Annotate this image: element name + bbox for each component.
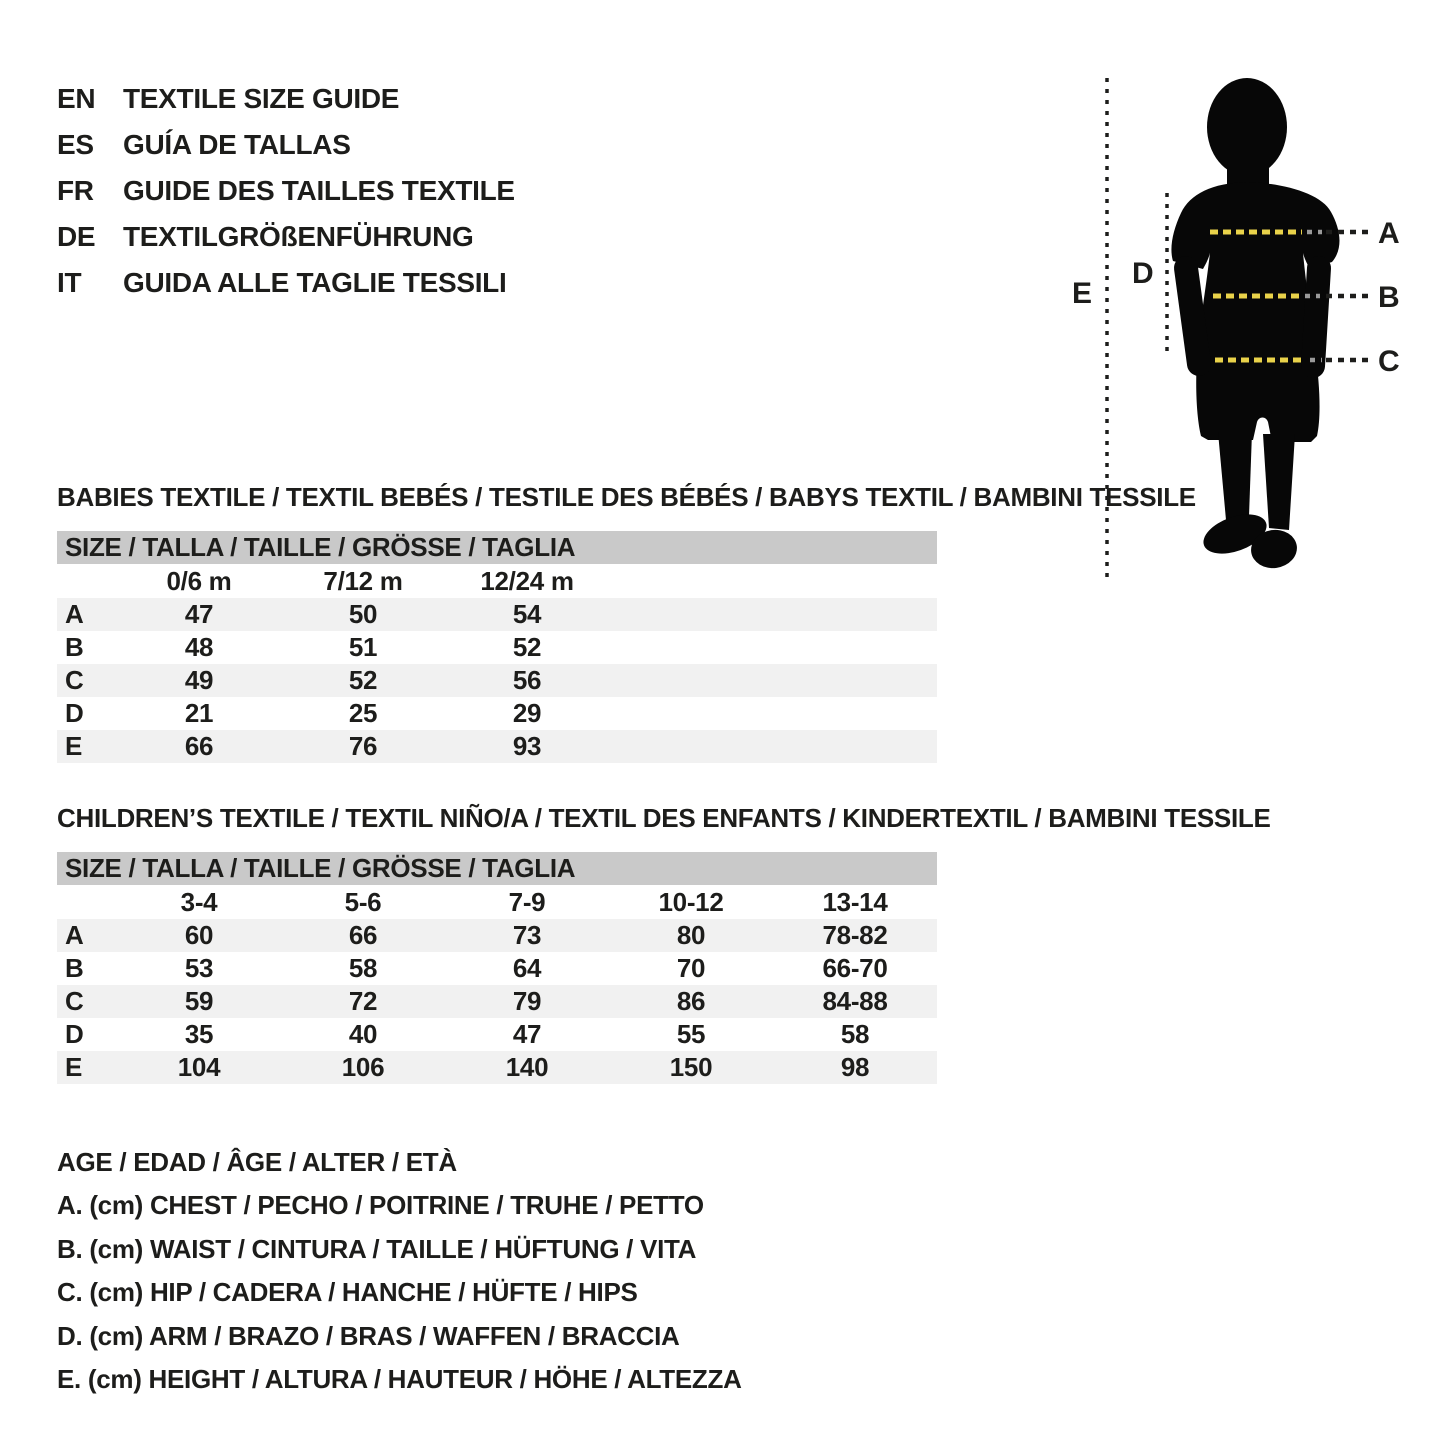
row-label: D <box>65 698 84 728</box>
cell: 51 <box>348 632 378 662</box>
cell: 21 <box>184 698 214 728</box>
label-a: A <box>1378 217 1400 250</box>
cell: 106 <box>341 1052 385 1082</box>
table-row <box>57 985 937 1018</box>
cell: 93 <box>512 731 542 761</box>
silhouette-left-arm <box>1186 268 1199 364</box>
row-label: A <box>65 920 84 950</box>
cell: 49 <box>184 665 214 695</box>
lang-title: GUIDA ALLE TAGLIE TESSILI <box>123 267 507 298</box>
table-row <box>57 598 937 631</box>
cell: 25 <box>348 698 378 728</box>
row-label: E <box>65 1052 83 1082</box>
table-row <box>57 952 937 985</box>
language-row <box>57 122 515 168</box>
cell: 58 <box>840 1019 870 1049</box>
row-label: B <box>65 953 84 983</box>
legend-item-d: D. (cm) ARM / BRAZO / BRAS / WAFFEN / BRACCIA <box>57 1320 680 1351</box>
cell: 48 <box>184 632 214 662</box>
table-row <box>57 1051 937 1084</box>
lang-title: GUIDE DES TAILLES TEXTILE <box>123 175 515 206</box>
cell: 150 <box>669 1052 713 1082</box>
babies-col-header: 12/24 m <box>480 565 574 596</box>
measurement-figure <box>1060 70 1440 590</box>
children-col-header: 10-12 <box>658 886 724 917</box>
cell: 54 <box>512 599 542 629</box>
row-label: E <box>65 731 83 761</box>
babies-column-header-row <box>57 564 937 598</box>
label-c: C <box>1378 345 1400 378</box>
children-table <box>57 852 937 1084</box>
babies-col-header: 0/6 m <box>166 565 232 596</box>
lang-code: EN <box>57 83 96 114</box>
children-col-header: 3-4 <box>180 886 218 917</box>
cell: 53 <box>184 953 214 983</box>
table-row <box>57 664 937 697</box>
legend-item-a: A. (cm) CHEST / PECHO / POITRINE / TRUHE / PETTO <box>57 1190 704 1221</box>
lang-code: ES <box>57 129 94 160</box>
cell: 47 <box>512 1019 542 1049</box>
lang-code: IT <box>57 267 82 298</box>
measurement-legend <box>57 1141 742 1401</box>
cell: 66 <box>348 920 378 950</box>
cell: 76 <box>348 731 378 761</box>
cell: 58 <box>348 953 378 983</box>
cell: 35 <box>184 1019 214 1049</box>
row-label: A <box>65 599 84 629</box>
babies-size-header-bar: SIZE / TALLA / TAILLE / GRÖSSE / TAGLIA <box>57 531 937 564</box>
cell: 56 <box>512 665 542 695</box>
row-label: C <box>65 986 84 1016</box>
babies-table <box>57 531 937 763</box>
cell: 47 <box>184 599 214 629</box>
children-col-header: 7-9 <box>508 886 546 917</box>
cell: 64 <box>512 953 542 983</box>
babies-section-title: BABIES TEXTILE / TEXTIL BEBÉS / TESTILE DES BÉBÉS / BABYS TEXTIL / BAMBINI TESSILE <box>57 482 1196 512</box>
cell: 59 <box>184 986 214 1016</box>
legend-item-c: C. (cm) HIP / CADERA / HANCHE / HÜFTE / HIPS <box>57 1277 638 1308</box>
row-label: B <box>65 632 84 662</box>
table-row <box>57 1018 937 1051</box>
cell: 70 <box>676 953 706 983</box>
row-label: C <box>65 665 84 695</box>
language-row <box>57 214 515 260</box>
language-row <box>57 76 515 122</box>
cell: 73 <box>512 920 542 950</box>
children-column-header-row <box>57 885 937 919</box>
cell: 84-88 <box>822 986 888 1016</box>
label-d: D <box>1132 257 1154 290</box>
cell: 79 <box>512 986 542 1016</box>
lang-code: FR <box>57 175 94 206</box>
cell: 60 <box>184 920 214 950</box>
cell: 98 <box>840 1052 870 1082</box>
language-row <box>57 260 515 306</box>
children-col-header: 13-14 <box>822 886 888 917</box>
babies-col-header: 7/12 m <box>323 565 403 596</box>
cell: 78-82 <box>822 920 888 950</box>
legend-item-e: E. (cm) HEIGHT / ALTURA / HAUTEUR / HÖHE / ALTEZZA <box>57 1364 742 1395</box>
lang-title: TEXTILGRÖßENFÜHRUNG <box>123 221 474 252</box>
cell: 86 <box>676 986 706 1016</box>
label-b: B <box>1378 281 1400 314</box>
cell: 55 <box>676 1019 706 1049</box>
table-row <box>57 919 937 952</box>
children-col-header: 5-6 <box>344 886 382 917</box>
cell: 40 <box>348 1019 378 1049</box>
cell: 50 <box>348 599 378 629</box>
lang-title: TEXTILE SIZE GUIDE <box>123 83 400 114</box>
cell: 66-70 <box>822 953 888 983</box>
language-title-block <box>57 76 515 306</box>
cell: 72 <box>348 986 378 1016</box>
cell: 52 <box>348 665 378 695</box>
table-row <box>57 697 937 730</box>
child-figure-svg <box>1060 70 1440 590</box>
silhouette-left-leg <box>1218 432 1252 520</box>
cell: 66 <box>184 731 214 761</box>
table-row <box>57 730 937 763</box>
cell: 140 <box>505 1052 549 1082</box>
cell: 52 <box>512 632 542 662</box>
cell: 80 <box>676 920 706 950</box>
cell: 104 <box>177 1052 221 1082</box>
lang-code: DE <box>57 221 96 252</box>
lang-title: GUÍA DE TALLAS <box>123 129 351 160</box>
row-label: D <box>65 1019 84 1049</box>
legend-age: AGE / EDAD / ÂGE / ALTER / ETÀ <box>57 1147 457 1177</box>
child-silhouette <box>1171 78 1339 571</box>
children-size-header-bar: SIZE / TALLA / TAILLE / GRÖSSE / TAGLIA <box>57 852 937 885</box>
cell: 29 <box>512 698 542 728</box>
label-e: E <box>1072 277 1092 310</box>
table-row <box>57 631 937 664</box>
children-section-title: CHILDREN’S TEXTILE / TEXTIL NIÑO/A / TEXTIL DES ENFANTS / KINDERTEXTIL / BAMBINI TESSILE <box>57 803 1271 833</box>
silhouette-right-arm <box>1313 268 1319 366</box>
legend-item-b: B. (cm) WAIST / CINTURA / TAILLE / HÜFTUNG / VITA <box>57 1233 697 1264</box>
silhouette-right-leg <box>1263 434 1295 530</box>
language-row <box>57 168 515 214</box>
